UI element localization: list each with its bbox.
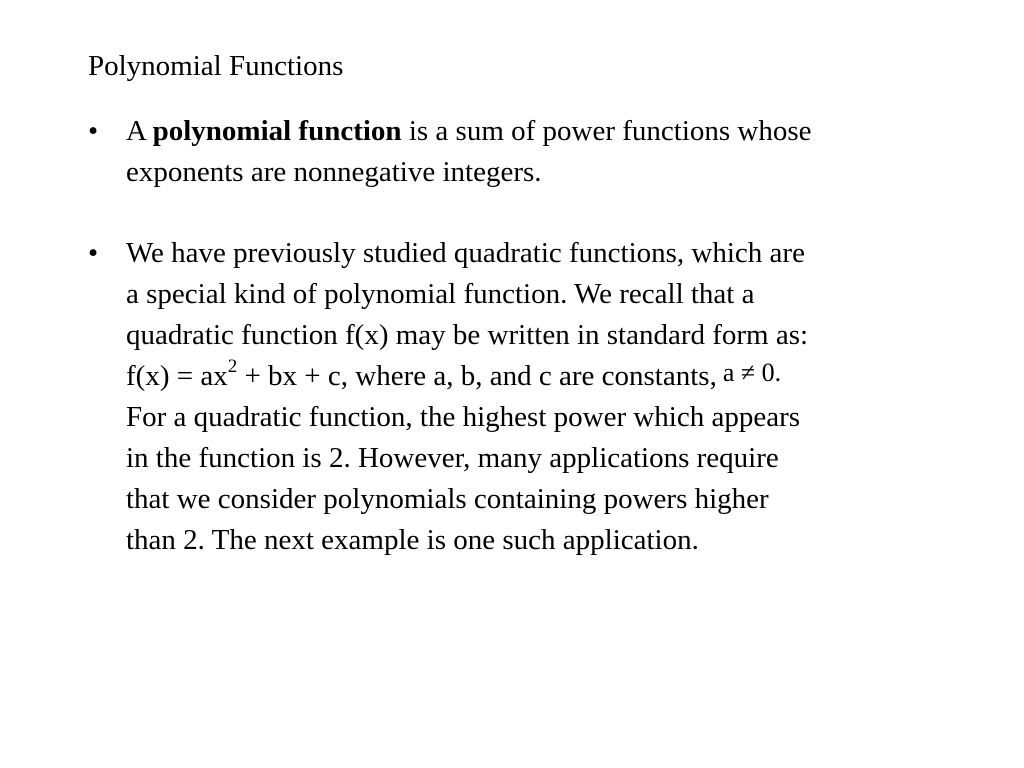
bullet-line: a special kind of polynomial function. We recall that a: [126, 278, 755, 310]
bullet-marker: •: [88, 115, 99, 147]
bullet-line: than 2. The next example is one such application.: [126, 524, 699, 556]
equation-exponent: 2: [227, 356, 238, 377]
bullet-item-polynomial-definition: [88, 111, 948, 193]
bullet-line: quadratic function f(x) may be written in standard form as:: [126, 319, 809, 351]
text-run: A: [126, 115, 153, 147]
term-polynomial-function: polynomial function: [152, 115, 402, 147]
bullet-line: [126, 111, 948, 152]
bullet-line: We have previously studied quadratic functions, which are: [126, 237, 805, 269]
bullet-list: [88, 111, 948, 561]
bullet-line: in the function is 2. However, many applications require: [126, 442, 779, 474]
quadratic-equation-line: [126, 356, 948, 397]
equation-start: f(x) = ax: [126, 360, 228, 392]
bullet-item-quadratic-review: [88, 233, 948, 561]
bullet-marker: •: [88, 237, 99, 269]
bullet-line: that we consider polynomials containing powers higher: [126, 483, 769, 515]
bullet-line: exponents are nonnegative integers.: [126, 156, 542, 188]
text-run: is a sum of power functions whose: [401, 115, 812, 147]
nonzero-condition: a ≠ 0.: [722, 358, 782, 387]
bullet-line: For a quadratic function, the highest power which appears: [126, 401, 801, 433]
equation-end: + bx + c, where a, b, and c are constants,: [237, 360, 717, 392]
slide-title: Polynomial Functions: [88, 50, 344, 82]
